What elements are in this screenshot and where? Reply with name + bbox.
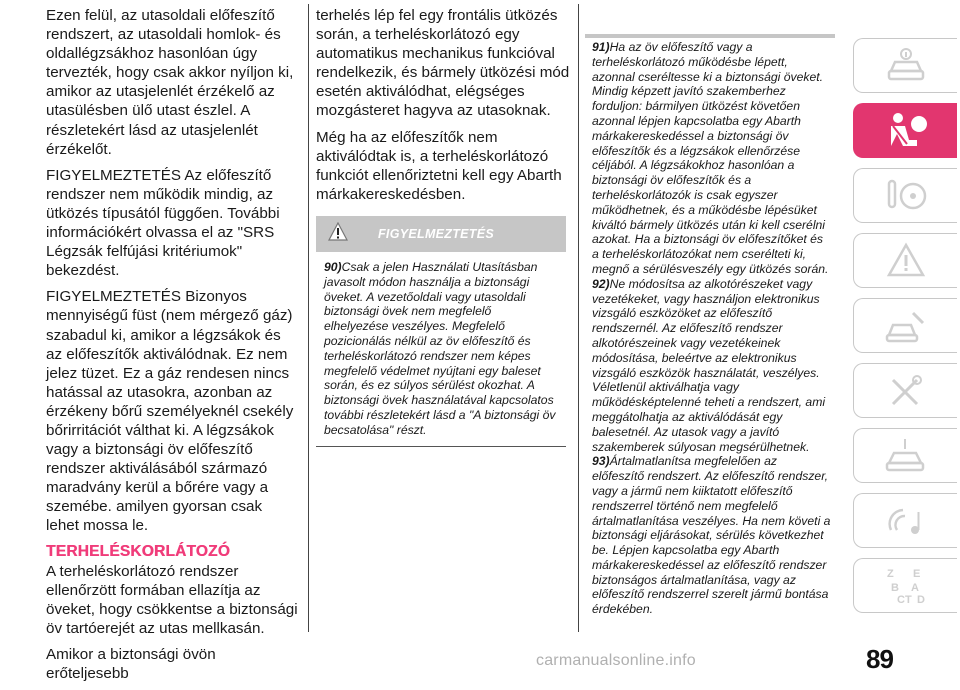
index-letter: D — [916, 593, 925, 606]
page-number: 89 — [866, 644, 893, 674]
alphabet-index-icon — [883, 565, 929, 607]
notes-column — [592, 40, 832, 617]
paragraph: terhelés lép fel egy frontális ütközés során, a terheléskorlátozó egy automatikus mechanikus funkcióval rendelkezik, és bármely ütközési mód esetén aktiválódhat, elégséges mozgásteret hagyva az utasoknak. — [316, 7, 570, 120]
tab-index[interactable] — [853, 558, 957, 613]
text-column-1 — [46, 6, 298, 690]
tab-maintenance[interactable] — [853, 363, 957, 418]
note-number: 93) — [592, 454, 610, 469]
section-heading: TERHELÉSKORLÁTOZÓ — [46, 542, 230, 560]
warning-body — [316, 252, 566, 446]
index-letter: T — [904, 593, 912, 606]
warning-triangle-icon — [883, 240, 929, 282]
paragraph: Amikor a biztonsági övön erőteljesebb — [46, 645, 216, 682]
index-letter: B — [890, 581, 899, 594]
note-number: 91) — [592, 40, 610, 54]
note-number: 92) — [592, 276, 610, 291]
warning-box — [316, 216, 566, 447]
media-nav-icon — [883, 500, 929, 542]
index-letter: A — [910, 581, 919, 594]
note-number: 90) — [324, 259, 342, 274]
wrench-car-icon — [883, 305, 929, 347]
tab-car-info[interactable] — [853, 38, 957, 93]
index-letter: Z — [886, 567, 894, 580]
note-91 — [592, 40, 832, 277]
tab-key-steering[interactable] — [853, 168, 957, 223]
paragraph: Ezen felül, az utasoldali előfeszítő rendszert, az utasoldali homlok- és oldallégzsákhoz hasonlóan úgy tervezték, hogy csak akkor nyíljon ki, amikor az utasjelenlét érzékelő az utasülésben ülő utast észlel. A részletekért lásd az utasjelenlét érzékelőt. — [46, 7, 294, 158]
tab-seatbelt-airbag[interactable] — [853, 103, 957, 158]
notes-box-top-border — [585, 34, 835, 38]
index-letter: E — [912, 567, 920, 580]
tab-specs[interactable] — [853, 428, 957, 483]
warning-triangle-icon — [328, 222, 348, 242]
note-text: Ha az öv előfeszítő vagy a terheléskorlátozó működésbe lépett, azonnal cseréltesse ki a biztonsági öveket. Mindig képzett javító szakemberhez forduljon: bármilyen ütközést követően azonnal lépjen kapcsolatba egy Abarth márkakereskedéssel a biztonsági öv előfeszítők és a légzsákok ellenőrzése céljából. A légzsákokhoz hasonlóan a biztonsági öv előfeszítők és a terheléskorlátozók is csak egyszer működhetnek, és a működésbe lépésüket kiváltó bármely ütközés után ki kell cserélni azokat. Ha a biztonsági öv előfeszítőket és a terheléskorlátozókat nem cserélteti ki, megnő a sérülésveszély egy ütközés során. — [592, 40, 829, 276]
car-specs-icon — [883, 435, 929, 477]
seatbelt-airbag-icon — [883, 110, 929, 152]
chapter-tabs — [853, 38, 960, 623]
note-92 — [592, 277, 832, 455]
note-90 — [324, 260, 558, 438]
note-text: Ne módosítsa az alkotórészeket vagy vezetékeket, vagy használjon elektronikus vizsgáló eszközöket az előfeszítő rendszernél. Az előfeszítő rendszer alkotórészeinek vagy vezetékeinek módosítása, beleértve az elektronikus vizsgáló eszközök használatát, veszélyes. Véletlenül aktiválhatja vagy működésképtelenné teheti a rendszert, ami meggátolhatja az aktiválódását egy balesetnél. Az utasok vagy a javító szakemberek súlyosan megsérülhetnek. — [592, 276, 826, 454]
note-text: Ártalmatlanítsa megfelelően az előfeszítő rendszert. Az előfeszítő rendszer, vagy a jármű nem kiiktatott előfeszítő rendszerrel történő nem megfelelő ártalmatlanítása veszélyes. Ha nem követi a biztonsági eljárásokat, sérülés következhet be. Lépjen kapcsolatba egy Abarth márkakereskedéssel az előfeszítő rendszer biztonságos ártalmatlanítása, vagy az előfeszítő rendszerrel szerelt jármű bontása érdekében. — [592, 454, 831, 617]
paragraph: Még ha az előfeszítők nem aktiválódtak is, a terheléskorlátozó funkciót ellenőriztetni kell egy Abarth márkakereskedésben. — [316, 128, 562, 203]
key-steering-icon — [883, 175, 929, 217]
paragraph: FIGYELMEZTETÉS Az előfeszítő rendszer nem működik mindig, az ütközés típusától függően. További információkért olvassa el az "SRS Légzsák felfújási kritériumok" bekezdést. — [46, 166, 280, 280]
tab-multimedia[interactable] — [853, 493, 957, 548]
warning-title: FIGYELMEZTETÉS — [378, 226, 495, 241]
column-divider — [578, 4, 579, 632]
note-93 — [592, 454, 832, 617]
warning-header — [316, 216, 566, 252]
car-info-icon — [883, 45, 929, 87]
index-letter: C — [896, 593, 905, 606]
tab-emergency[interactable] — [853, 298, 957, 353]
paragraph: FIGYELMEZTETÉS Bizonyos mennyiségű füst (nem mérgező gáz) szabadul ki, amikor a légzsákok és az előfeszítők aktiválódnak. Ez nem jelez tüzet. Ez a gáz rendesen nincs hatással az utasokra, azonban az érzékeny bőrű személyeknél csekély bőrirritációt válthat ki. A légzsákok vagy a biztonsági öv előfeszítő rendszer aktiválásából származó maradvány kerül a bőrére vagy a szemébe. amilyen gyorsan csak lehet mossa le. — [46, 288, 294, 535]
tab-warning[interactable] — [853, 233, 957, 288]
watermark: carmanualsonline.info — [536, 652, 696, 669]
tools-icon — [883, 370, 929, 412]
text-column-2 — [316, 6, 570, 447]
note-text: Csak a jelen Használati Utasításban javasolt módon használja a biztonsági öveket. A vezetőoldali vagy utasoldali biztonsági övek nem megfelelő elhelyezése veszélyes. Megfelelő pozicionálás nélkül az öv előfeszítő és terheléskorlátozó rendszer nem képes megfelelő védelmet nyújtani egy baleset során, és ez súlyos sérülést okozhat. A biztonsági övek használatával kapcsolatos további részletekért lásd a "A biztonsági öv becsatolása" részt. — [324, 259, 556, 437]
column-divider — [308, 4, 309, 632]
paragraph: A terheléskorlátozó rendszer ellenőrzött formában ellazítja az öveket, hogy csökkentse a biztonsági öv tartóerejét az utas mellkasán. — [46, 562, 298, 637]
